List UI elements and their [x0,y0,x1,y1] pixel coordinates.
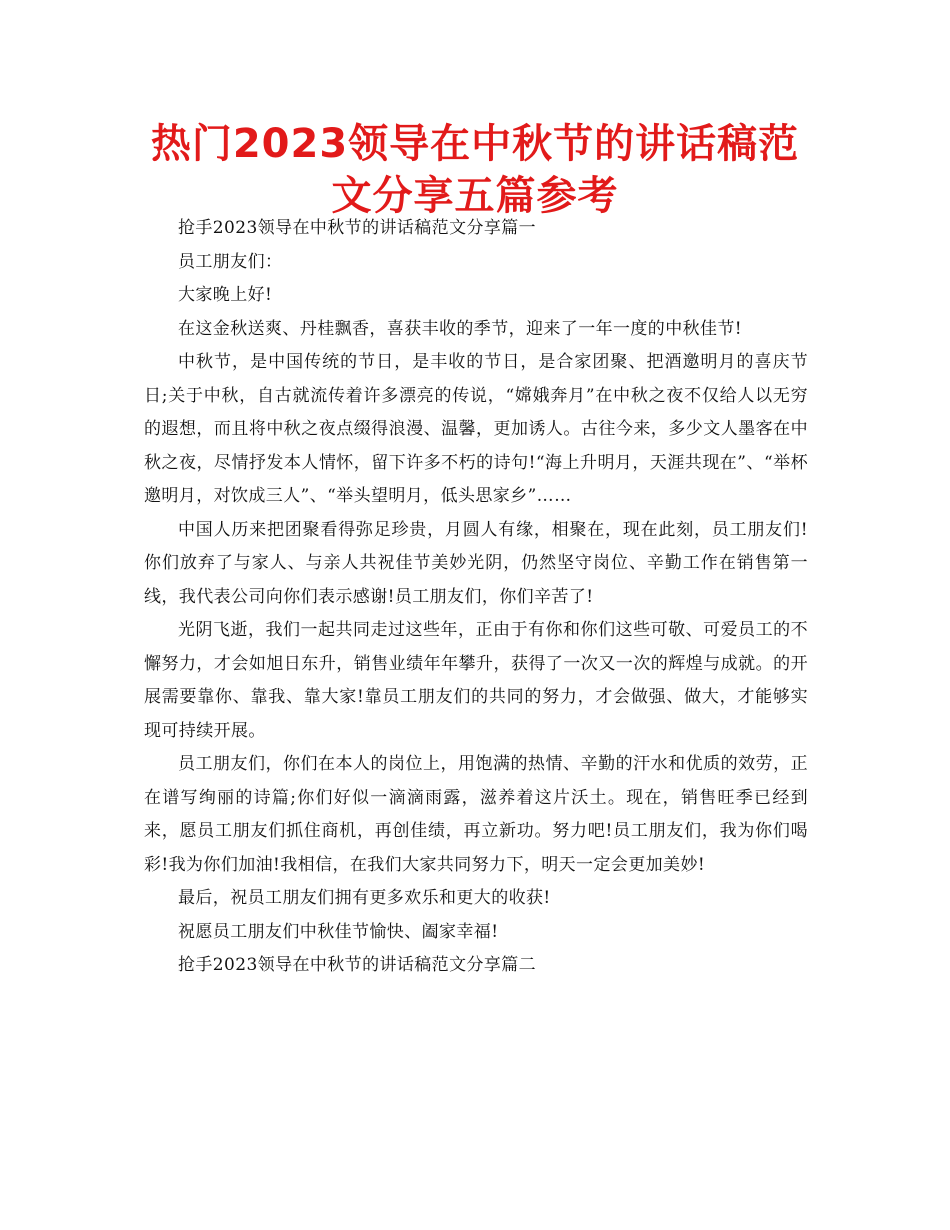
body-paragraph: 光阴飞逝，我们一起共同走过这些年，正由于有你和你们这些可敬、可爱员工的不懈努力，才会如旭日东升，销售业绩年年攀升，获得了一次又一次的辉煌与成就。的开展需要靠你、靠我、靠大家!靠员工朋友们的共同的努力，才会做强、做大，才能够实现可持续开展。 [144,620,808,741]
salutation: 员工朋友们： [178,251,283,272]
closing-line: 最后，祝员工朋友们拥有更多欢乐和更大的收获! [178,888,551,908]
section-heading: 抢手2023领导在中秋节的讲话稿范文分享篇二 [178,955,537,975]
body-paragraph: 中秋节，是中国传统的节日，是丰收的节日，是合家团聚、把酒邀明月的喜庆节日;关于中秋，自古就流传着许多漂亮的传说，“嫦娥奔月”在中秋之夜不仅给人以无穷的遐想，而且将中秋之夜点缀得浪漫、温馨，更加诱人。古往今来，多少文人墨客在中秋之夜，尽情抒发本人情怀，留下许多不朽的诗句!“海上升明月，天涯共现在”、“举杯邀明月，对饮成三人”、“举头望明月，低头思家乡”…… [144,352,808,506]
body-paragraph: 在这金秋送爽、丹桂飘香，喜获丰收的季节，迎来了一年一度的中秋佳节! [178,318,743,339]
document-body [144,212,808,983]
closing-line: 祝愿员工朋友们中秋佳节愉快、阖家幸福! [178,921,499,942]
body-paragraph: 中国人历来把团聚看得弥足珍贵，月圆人有缘，相聚在，现在此刻，员工朋友们!你们放弃了与家人、与亲人共祝佳节美妙光阴，仍然坚守岗位、辛勤工作在销售第一线，我代表公司向你们表示感谢!员工朋友们，你们辛苦了! [144,519,808,607]
document-title: 热门2023领导在中秋节的讲话稿范文分享五篇参考 [150,121,800,219]
greeting: 大家晚上好! [178,285,273,305]
body-paragraph: 员工朋友们，你们在本人的岗位上，用饱满的热情、辛勤的汗水和优质的效劳，正在谱写绚丽的诗篇;你们好似一滴滴雨露，滋养着这片沃土。现在，销售旺季已经到来，愿员工朋友们抓住商机，再创佳绩，再立新功。努力吧!员工朋友们，我为你们喝彩!我为你们加油!我相信，在我们大家共同努力下，明天一定会更加美妙! [144,754,808,875]
section-heading: 抢手2023领导在中秋节的讲话稿范文分享篇一 [178,218,537,238]
